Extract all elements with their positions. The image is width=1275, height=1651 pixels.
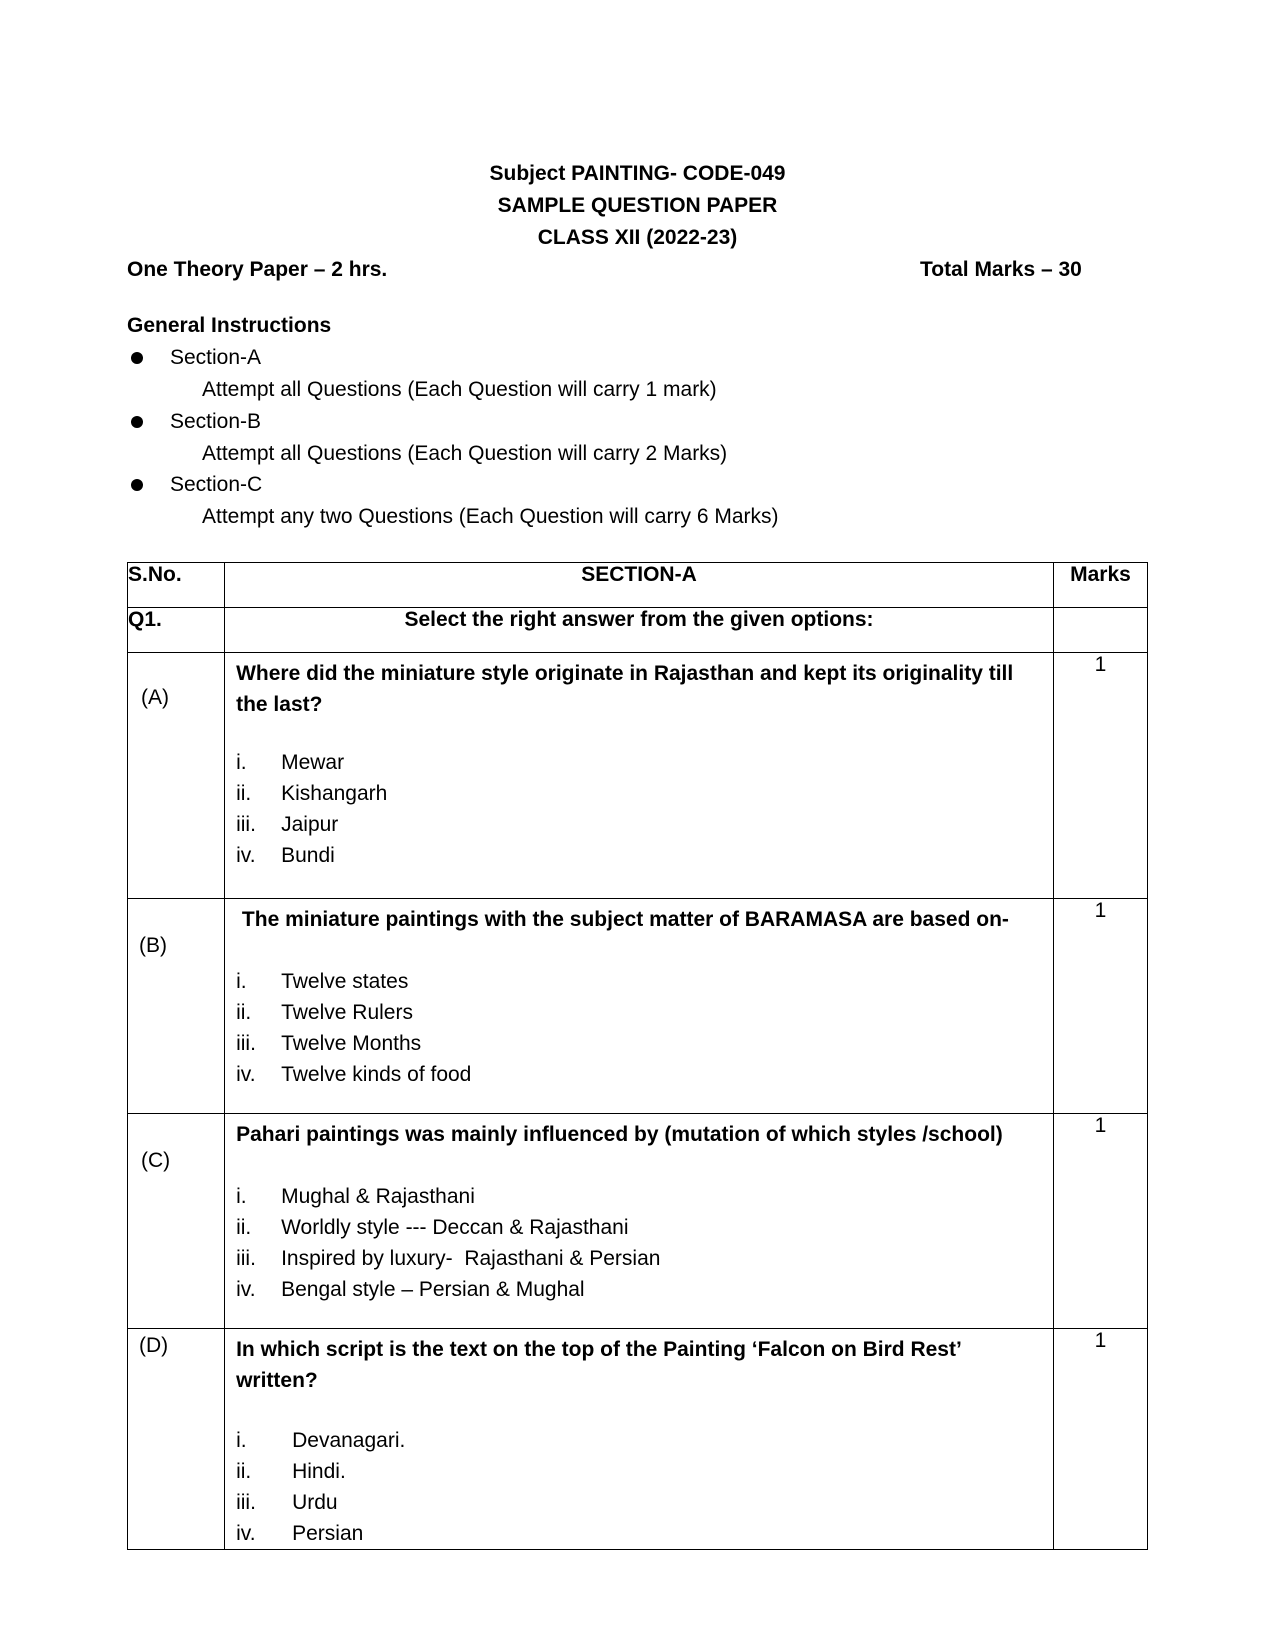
option: iii. Twelve Months [236,1032,422,1055]
option: i. Twelve states [236,970,409,993]
option: iv. Bundi [236,844,335,867]
instruction-section-a: Section-A [170,346,262,369]
question-marks: 1 [1053,653,1147,899]
option: ii. Hindi. [236,1460,346,1483]
option: i. Devanagari. [236,1429,406,1452]
question-text: Pahari paintings was mainly influenced by (mutation of which styles /school) [236,1123,1003,1146]
question-label: (A) [141,686,169,709]
option: i. Mewar [236,751,345,774]
table-header-row [128,563,1148,608]
option: i. Mughal & Rajasthani [236,1185,475,1208]
header-sno: S.No. [128,563,225,608]
q1-instruction: Select the right answer from the given options: [225,608,1054,653]
bullet-icon [131,479,143,491]
question-table [127,562,1148,1550]
question-text: In which script is the text on the top of the Painting ‘Falcon on Bird Rest’ written? [236,1338,961,1392]
table-row [128,653,1148,899]
total-marks: Total Marks – 30 [920,258,1082,281]
table-row [128,1114,1148,1329]
paper-title: SAMPLE QUESTION PAPER [497,194,778,217]
option: iii. Urdu [236,1491,338,1514]
q1-row [128,608,1148,653]
instructions-heading: General Instructions [127,314,332,337]
options-list [225,1181,1053,1305]
question-marks: 1 [1053,899,1147,1114]
header-marks: Marks [1053,563,1147,608]
table-row [128,1329,1148,1550]
options-list [225,1425,1053,1549]
instruction-section-c: Section-C [170,473,263,496]
class-title: CLASS XII (2022-23) [537,226,738,249]
option: iii. Inspired by luxury- Rajasthani & Persian [236,1247,661,1270]
bullet-icon [131,352,143,364]
question-label: (C) [141,1149,171,1172]
q1-marks-empty [1053,608,1147,653]
question-text: Where did the miniature style originate in Rajasthan and kept its originality till the last? [236,662,1014,716]
options-list [225,747,1053,871]
instruction-text-a: Attempt all Questions (Each Question will carry 1 mark) [202,378,717,401]
options-list [225,966,1053,1090]
instruction-text-c: Attempt any two Questions (Each Question will carry 6 Marks) [202,505,779,528]
question-text: The miniature paintings with the subject matter of BARAMASA are based on- [236,908,1009,931]
option: iii. Jaipur [236,813,339,836]
option: ii. Worldly style --- Deccan & Rajasthani [236,1216,629,1239]
question-marks: 1 [1053,1329,1147,1550]
instruction-text-b: Attempt all Questions (Each Question will carry 2 Marks) [202,442,728,465]
header-section: SECTION-A [225,563,1054,608]
instruction-section-b: Section-B [170,410,262,433]
table-row [128,899,1148,1114]
paper-duration: One Theory Paper – 2 hrs. [127,258,388,281]
question-label: (B) [139,934,167,957]
q1-number: Q1. [128,608,225,653]
question-label: (D) [139,1334,169,1357]
subject-title: Subject PAINTING- CODE-049 [489,162,786,185]
option: ii. Twelve Rulers [236,1001,413,1024]
option: ii. Kishangarh [236,782,388,805]
option: iv. Bengal style – Persian & Mughal [236,1278,585,1301]
option: iv. Persian [236,1522,364,1545]
bullet-icon [131,416,143,428]
question-marks: 1 [1053,1114,1147,1329]
option: iv. Twelve kinds of food [236,1063,472,1086]
